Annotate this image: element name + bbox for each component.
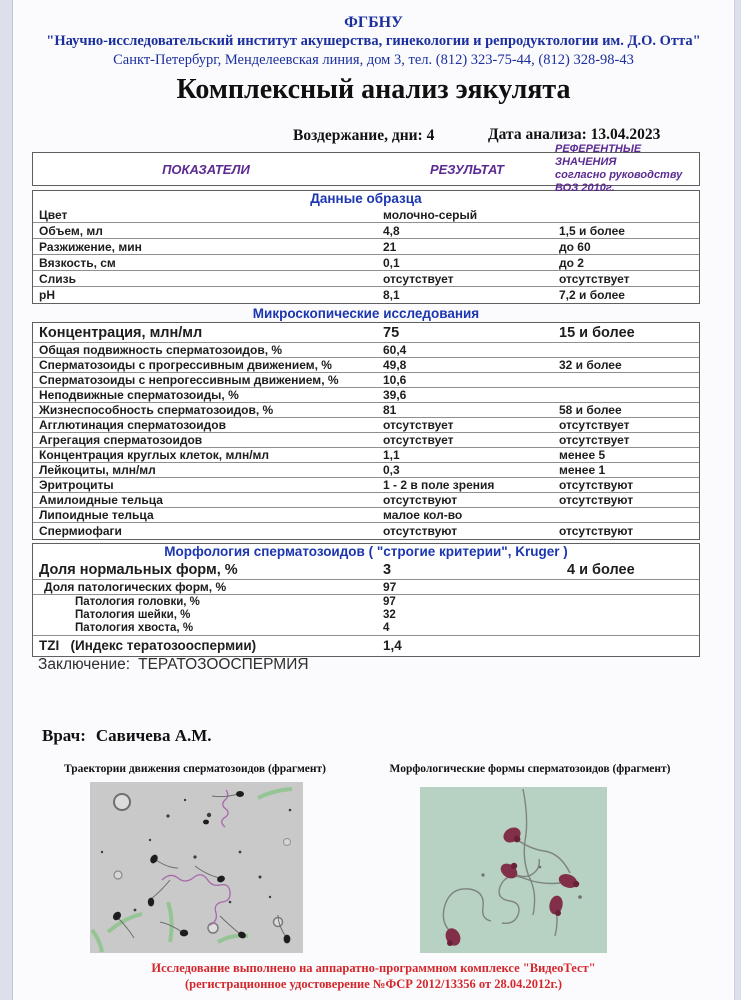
row-reference: 15 и более <box>559 324 635 341</box>
row-label: Патология хвоста, % <box>75 622 194 635</box>
trajectories-caption: Траектории движения сперматозоидов (фрагмент) <box>63 763 327 775</box>
row-result: 81 <box>383 403 397 417</box>
photo-edge-left <box>0 0 13 1000</box>
row-label: Лейкоциты, млн/мл <box>39 463 156 477</box>
table-row <box>33 448 699 463</box>
row-result: 4,8 <box>383 223 400 238</box>
row-result: отсутствуют <box>383 493 458 507</box>
row-label: Амилоидные тельца <box>39 493 163 507</box>
row-reference: отсутствуют <box>559 478 634 492</box>
row-label: Концентрация, млн/мл <box>39 324 203 341</box>
table-row <box>33 358 699 373</box>
row-label: Агглютинация сперматозоидов <box>39 418 226 432</box>
analysis-date: Дата анализа: 13.04.2023 <box>488 126 661 143</box>
row-result: 21 <box>383 239 397 254</box>
row-label: Липоидные тельца <box>39 508 154 522</box>
trajectories-image <box>90 782 303 953</box>
row-reference: отсутствуют <box>559 493 634 507</box>
table-row <box>33 478 699 493</box>
row-label: Жизнеспособность сперматозоидов, % <box>39 403 274 417</box>
row-reference: отсутствует <box>559 271 630 286</box>
row-label: Концентрация круглых клеток, млн/мл <box>39 448 270 462</box>
row-reference: 4 и более <box>567 561 635 578</box>
table-row <box>33 388 699 403</box>
table-row <box>33 403 699 418</box>
row-result: 8,1 <box>383 288 400 302</box>
section-title: Данные образца <box>310 191 422 206</box>
table-row <box>33 493 699 508</box>
row-label: TZI (Индекс тератозооспермии) <box>39 638 257 653</box>
row-reference: 58 и более <box>559 403 622 417</box>
org-address: Санкт-Петербург, Менделеевская линия, дом 3, тел. (812) 323-75-44, (812) 328-98-43 <box>113 52 634 68</box>
footer-line1: Исследование выполнено на аппаратно-программном комплексе "ВидеоТест" <box>151 961 596 975</box>
row-result: 0,1 <box>383 255 400 270</box>
page-title: Комплексный анализ эякулята <box>176 74 571 105</box>
row-result: 1 - 2 в поле зрения <box>383 478 495 492</box>
table-row <box>33 323 699 343</box>
org-type: ФГБНУ <box>344 14 403 31</box>
row-reference: отсутствует <box>559 418 630 432</box>
row-reference: 7,2 и более <box>559 288 625 302</box>
row-result: 10,6 <box>383 373 407 387</box>
row-result: отсутствует <box>383 433 454 447</box>
row-result: 3 <box>383 561 392 578</box>
row-label: Патология головки, % <box>75 595 200 608</box>
row-label: Доля патологических форм, % <box>44 580 227 594</box>
section-morphology <box>32 543 700 657</box>
photo-edge-right <box>734 0 741 1000</box>
doctor-name: Савичева А.М. <box>95 726 212 745</box>
footer-note <box>13 960 734 993</box>
row-reference: менее 5 <box>559 448 606 462</box>
row-result: 49,8 <box>383 358 407 372</box>
row-result: 75 <box>383 324 400 341</box>
row-label: Эритроциты <box>39 478 114 492</box>
table-row <box>33 343 699 358</box>
conclusion-value: ТЕРАТОЗООСПЕРМИЯ <box>138 656 309 673</box>
section-sample-data <box>32 190 700 304</box>
row-reference: отсутствуют <box>559 524 634 538</box>
table-row <box>33 609 699 623</box>
table-row <box>33 595 699 609</box>
row-reference: до 60 <box>559 239 591 254</box>
row-label: Общая подвижность сперматозоидов, % <box>39 343 283 357</box>
row-label: Доля нормальных форм, % <box>39 561 238 578</box>
row-result: 1,1 <box>383 448 400 462</box>
row-result: молочно-серый <box>383 207 478 222</box>
org-name: "Научно-исследовательский институт акушерства, гинекологии и репродуктологии им. Д.О. Отта" <box>46 33 701 49</box>
row-result: 4 <box>383 622 390 635</box>
results-table <box>32 142 700 657</box>
row-reference: отсутствует <box>559 433 630 447</box>
col-result-header: РЕЗУЛЬТАТ <box>430 161 504 177</box>
table-row <box>33 271 699 287</box>
footer-line2: (регистрационное удостоверение №ФСР 2012/13356 от 28.04.2012г.) <box>184 977 563 992</box>
table-row <box>33 636 699 656</box>
table-row <box>33 223 699 239</box>
section-microscopy <box>32 322 700 540</box>
morphology-image <box>420 787 607 953</box>
table-row <box>33 622 699 636</box>
row-label: pH <box>39 288 55 302</box>
section-title: Морфология сперматозоидов ( "строгие критерии", Kruger ) <box>164 544 568 559</box>
table-header-row <box>32 142 700 195</box>
table-row <box>33 580 699 595</box>
row-label: Разжижение, мин <box>39 239 142 254</box>
table-row <box>33 418 699 433</box>
row-reference: до 2 <box>559 255 584 270</box>
morphology-caption: Морфологические формы сперматозоидов (фрагмент) <box>389 763 671 775</box>
row-result: 39,6 <box>383 388 407 402</box>
row-result: отсутствует <box>383 418 454 432</box>
row-label: Сперматозоиды с непрогессивным движением, % <box>39 373 339 387</box>
row-result: 97 <box>383 595 396 608</box>
conclusion-label: Заключение: <box>38 656 131 673</box>
table-row <box>33 255 699 271</box>
row-reference: 32 и более <box>559 358 622 372</box>
row-label: Сперматозоиды с прогрессивным движением, % <box>39 358 332 372</box>
table-row <box>33 373 699 388</box>
row-label: Слизь <box>39 271 77 286</box>
table-row <box>33 207 699 223</box>
table-row <box>33 463 699 478</box>
doctor-label: Врач: <box>42 726 86 745</box>
table-row <box>33 239 699 255</box>
section-title-microscopy: Микроскопические исследования <box>252 306 480 321</box>
row-label: Вязкость, см <box>39 255 116 270</box>
row-label: Патология шейки, % <box>75 609 191 622</box>
row-reference: 1,5 и более <box>559 223 625 238</box>
row-result: 32 <box>383 609 396 622</box>
row-label: Цвет <box>39 207 68 222</box>
table-row <box>33 508 699 523</box>
row-result: отсутствует <box>383 271 454 286</box>
col-indicators-header: ПОКАЗАТЕЛИ <box>162 161 250 177</box>
abstinence-days: Воздержание, дни: 4 <box>293 127 435 144</box>
table-row <box>33 523 699 539</box>
table-row <box>33 287 699 303</box>
doctor-line <box>42 726 212 746</box>
row-result: отсутствуют <box>383 524 458 538</box>
row-result: 0,3 <box>383 463 400 477</box>
row-label: Спермиофаги <box>39 524 122 538</box>
row-label: Неподвижные сперматозоиды, % <box>39 388 239 402</box>
row-result: малое кол-во <box>383 508 463 522</box>
conclusion-line <box>38 656 309 674</box>
row-result: 1,4 <box>383 638 402 653</box>
row-label: Агрегация сперматозоидов <box>39 433 203 447</box>
row-result: 97 <box>383 580 397 594</box>
row-reference: менее 1 <box>559 463 606 477</box>
row-label: Объем, мл <box>39 223 103 238</box>
table-row <box>33 433 699 448</box>
col-reference-header: РЕФЕРЕНТНЫЕ ЗНАЧЕНИЯ согласно руководству ВОЗ 2010г. <box>555 142 683 195</box>
table-row <box>33 560 699 580</box>
row-result: 60,4 <box>383 343 407 357</box>
